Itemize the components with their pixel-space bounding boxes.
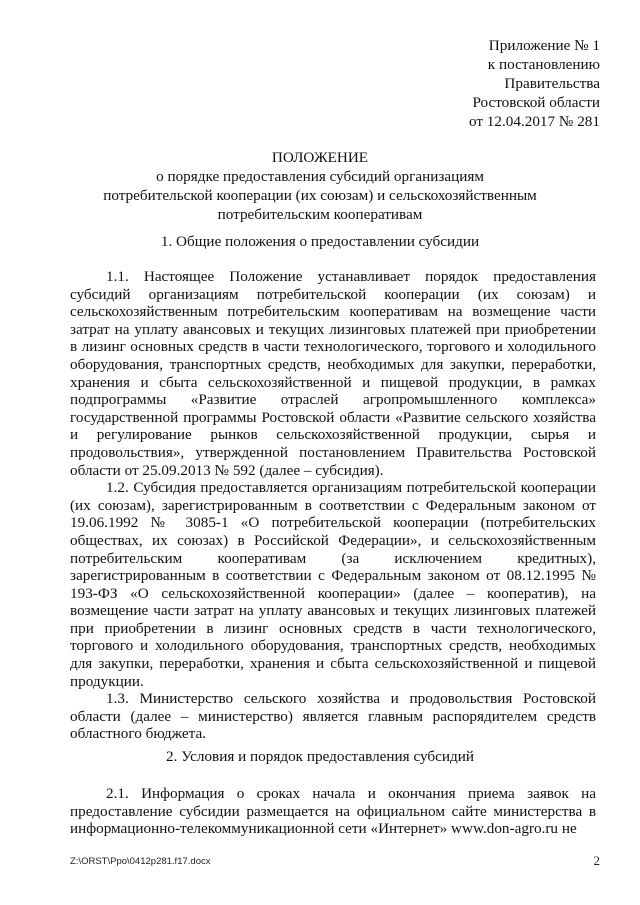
appendix-line: Ростовской области [472,94,600,111]
paragraph-1-1: 1.1. Настоящее Положение устанавливает порядок предоставления субсидий организациям потребительской кооперации (их союзам) и сельскохозяйственным потребительским кооперативам на возмещение части затрат на уплату авансовых и текущих лизинговых платежей при приобретении в лизинг основных средств в части технологического, торгового и холодильного оборудования, транспортных средств, необходимых для закупки, переработки, хранения и сбыта сельскохозяйственной и пищевой продукции, в рамках подпрограммы «Развитие отраслей агропромышленного комплекса» государственной программы Ростовской области «Развитие сельского хозяйства и регулирование рынков сельскохозяйственной продукции, сырья и продовольствия», утвержденной постановлением Правительства Ростовской области от 25.09.2013 № 592 (далее – субсидия). [70,268,596,479]
file-path-footer: Z:\ORST\Ppo\0412p281.f17.docx [70,856,211,867]
document-title [60,148,580,224]
paragraph-1-2: 1.2. Субсидия предоставляется организациям потребительской кооперации (их союзам), зарегистрированным в соответствии с Федеральным законом от 19.06.1992 № 3085-1 «О потребительской кооперации (потребительских обществах, их союзах) в Российской Федерации», и сельскохозяйственным потребительским кооперативам (за исключением кредитных), зарегистрированным в соответствии с Федеральным законом от 08.12.1995 № 193-ФЗ «О сельскохозяйственной кооперации» (далее – кооператив), на возмещение части затрат на уплату авансовых и текущих лизинговых платежей при приобретении в лизинг основных средств в части технологического, торгового и холодильного оборудования, транспортных средств, необходимых для закупки, переработки, хранения и сбыта сельскохозяйственной и пищевой продукции. [70,479,596,690]
paragraph-2-1: 2.1. Информация о сроках начала и окончания приема заявок на предоставление субсидии размещается на официальном сайте министерства в информационно-телекоммуникационной сети «Интернет» www.don-agro.ru не [70,785,596,838]
title-heading: ПОЛОЖЕНИЕ [271,149,369,166]
paragraph-1-3: 1.3. Министерство сельского хозяйства и продовольствия Ростовской области (далее – министерство) является главным распорядителем средств областного бюджета. [70,690,596,743]
appendix-block [420,36,600,131]
section-1-heading: 1. Общие положения о предоставлении субсидии [160,233,480,250]
page-number: 2 [593,853,600,868]
title-line: потребительским кооперативам [217,206,423,223]
section-1-body [70,268,596,743]
title-line: потребительской кооперации (их союзам) и сельскохозяйственным [103,187,537,204]
section-2-body [70,785,596,838]
appendix-line: от 12.04.2017 № 281 [468,113,600,130]
appendix-line: к постановлению [487,56,600,73]
title-line: о порядке предоставления субсидий организациям [156,168,484,185]
appendix-line: Правительства [504,75,600,92]
appendix-line: Приложение № 1 [488,37,600,54]
section-2-heading: 2. Условия и порядок предоставления субсидий [166,748,474,765]
